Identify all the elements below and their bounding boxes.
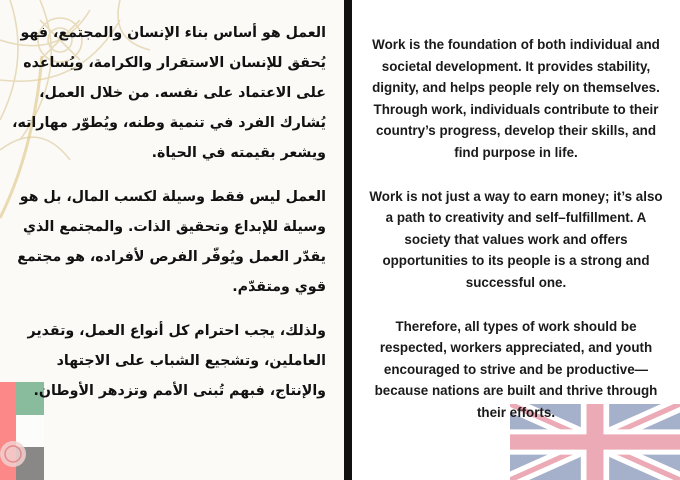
arabic-paragraph: العمل هو أساس بناء الإنسان والمجتمع، فهو يُحقق للإنسان الاستقرار والكرامة، ويُساعده على الاعتماد على نفسه. من خلال العمل، يُشارك الفرد في تنمية وطنه، ويُطوّر مهاراته، ويشعر بقيمته في الحياة. (12, 25, 326, 161)
arabic-paragraph: العمل ليس فقط وسيلة لكسب المال، بل هو وسيلة للإبداع وتحقيق الذات. والمجتمع الذي يقدّر العمل ويُوفّر الفرص لأفراده، هو مجتمع قوي ومتقدّم. (17, 189, 326, 295)
arabic-paragraph: ولذلك، يجب احترام كل أنواع العمل، وتقدير العاملين، وتشجيع الشباب على الاجتهاد والإنتاج، فبهم تُبنى الأمم وتزدهر الأوطان. (27, 323, 326, 399)
english-paragraph: Work is the foundation of both individual and societal development. It provides stability, dignity, and helps people rely on themselves. Through work, individuals contribute to their country’s progress, develop their skills, and find purpose in life. (372, 37, 660, 160)
english-panel (352, 0, 680, 480)
center-divider (344, 0, 352, 480)
arabic-text-block (10, 18, 326, 420)
english-paragraph: Work is not just a way to earn money; it’s also a path to creativity and self–fulfillment. A society that values work and offers opportunities to its people is a strong and successful one. (369, 188, 663, 290)
english-text-block (366, 34, 666, 446)
english-paragraph: Therefore, all types of work should be respected, workers appreciated, and youth encouraged to strive and be productive—because nations are built and thrive through their efforts. (374, 318, 658, 420)
